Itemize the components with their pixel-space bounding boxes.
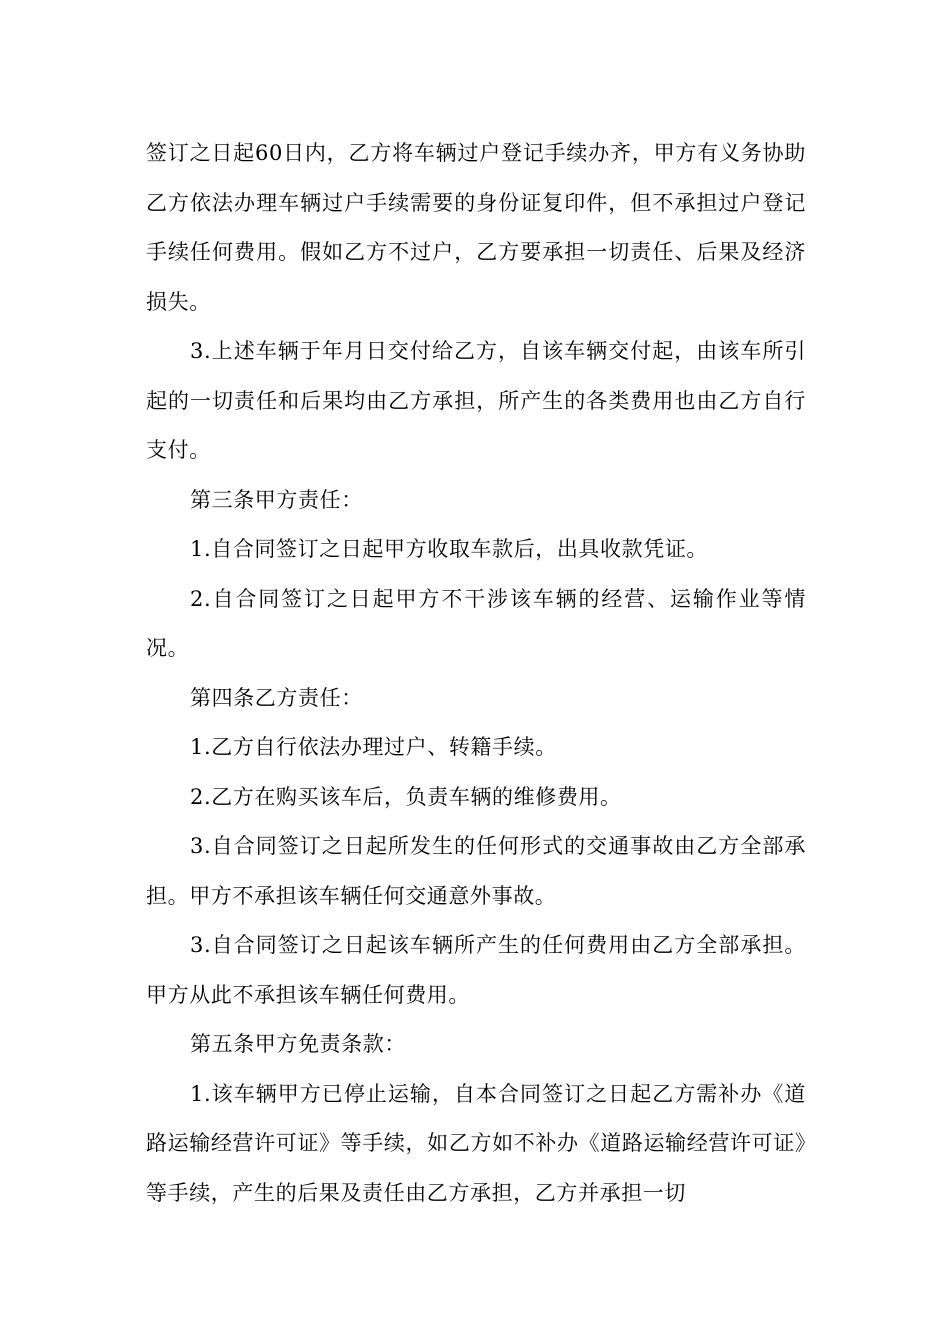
paragraph-8: 2.乙方在购买该车后，负责车辆的维修费用。	[190, 784, 622, 809]
paragraph-12: 1.该车辆甲方已停止运输，自本合同签订之日起乙方需补办《道路运输经营许可证》等手续，如乙方如不补办《道路运输经营许可证》等手续，产生的后果及责任由乙方承担，乙方并承担一切	[146, 1081, 806, 1205]
paragraph-5: 2.自合同签订之日起甲方不干涉该车辆的经营、运输作业等情况。	[146, 586, 806, 660]
section-heading-3: 第三条甲方责任：	[190, 487, 363, 512]
paragraph-4: 1.自合同签订之日起甲方收取车款后，出具收款凭证。	[190, 537, 709, 561]
paragraph-9: 3.自合同签订之日起所发生的任何形式的交通事故由乙方全部承担。甲方不承担该车辆任何交通意外事故。	[146, 834, 806, 908]
paragraph-2: 3.上述车辆于年月日交付给乙方，自该车辆交付起，由该车所引起的一切责任和后果均由乙方承担，所产生的各类费用也由乙方自行支付。	[146, 339, 806, 462]
paragraph-1: 签订之日起60日内，乙方将车辆过户登记手续办齐，甲方有义务协助乙方依法办理车辆过户手续需要的身份证复印件，但不承担过户登记手续任何费用。假如乙方不过户，乙方要承担一切责任、后果及经济损失。	[146, 141, 806, 314]
section-heading-4: 第四条乙方责任：	[190, 685, 363, 710]
document-body	[146, 129, 806, 1218]
paragraph-7: 1.乙方自行依法办理过户、转籍手续。	[190, 735, 557, 759]
section-heading-5: 第五条甲方免责条款：	[190, 1032, 406, 1056]
paragraph-10: 3.自合同签订之日起该车辆所产生的任何费用由乙方全部承担。甲方从此不承担该车辆任何费用。	[146, 933, 806, 1007]
